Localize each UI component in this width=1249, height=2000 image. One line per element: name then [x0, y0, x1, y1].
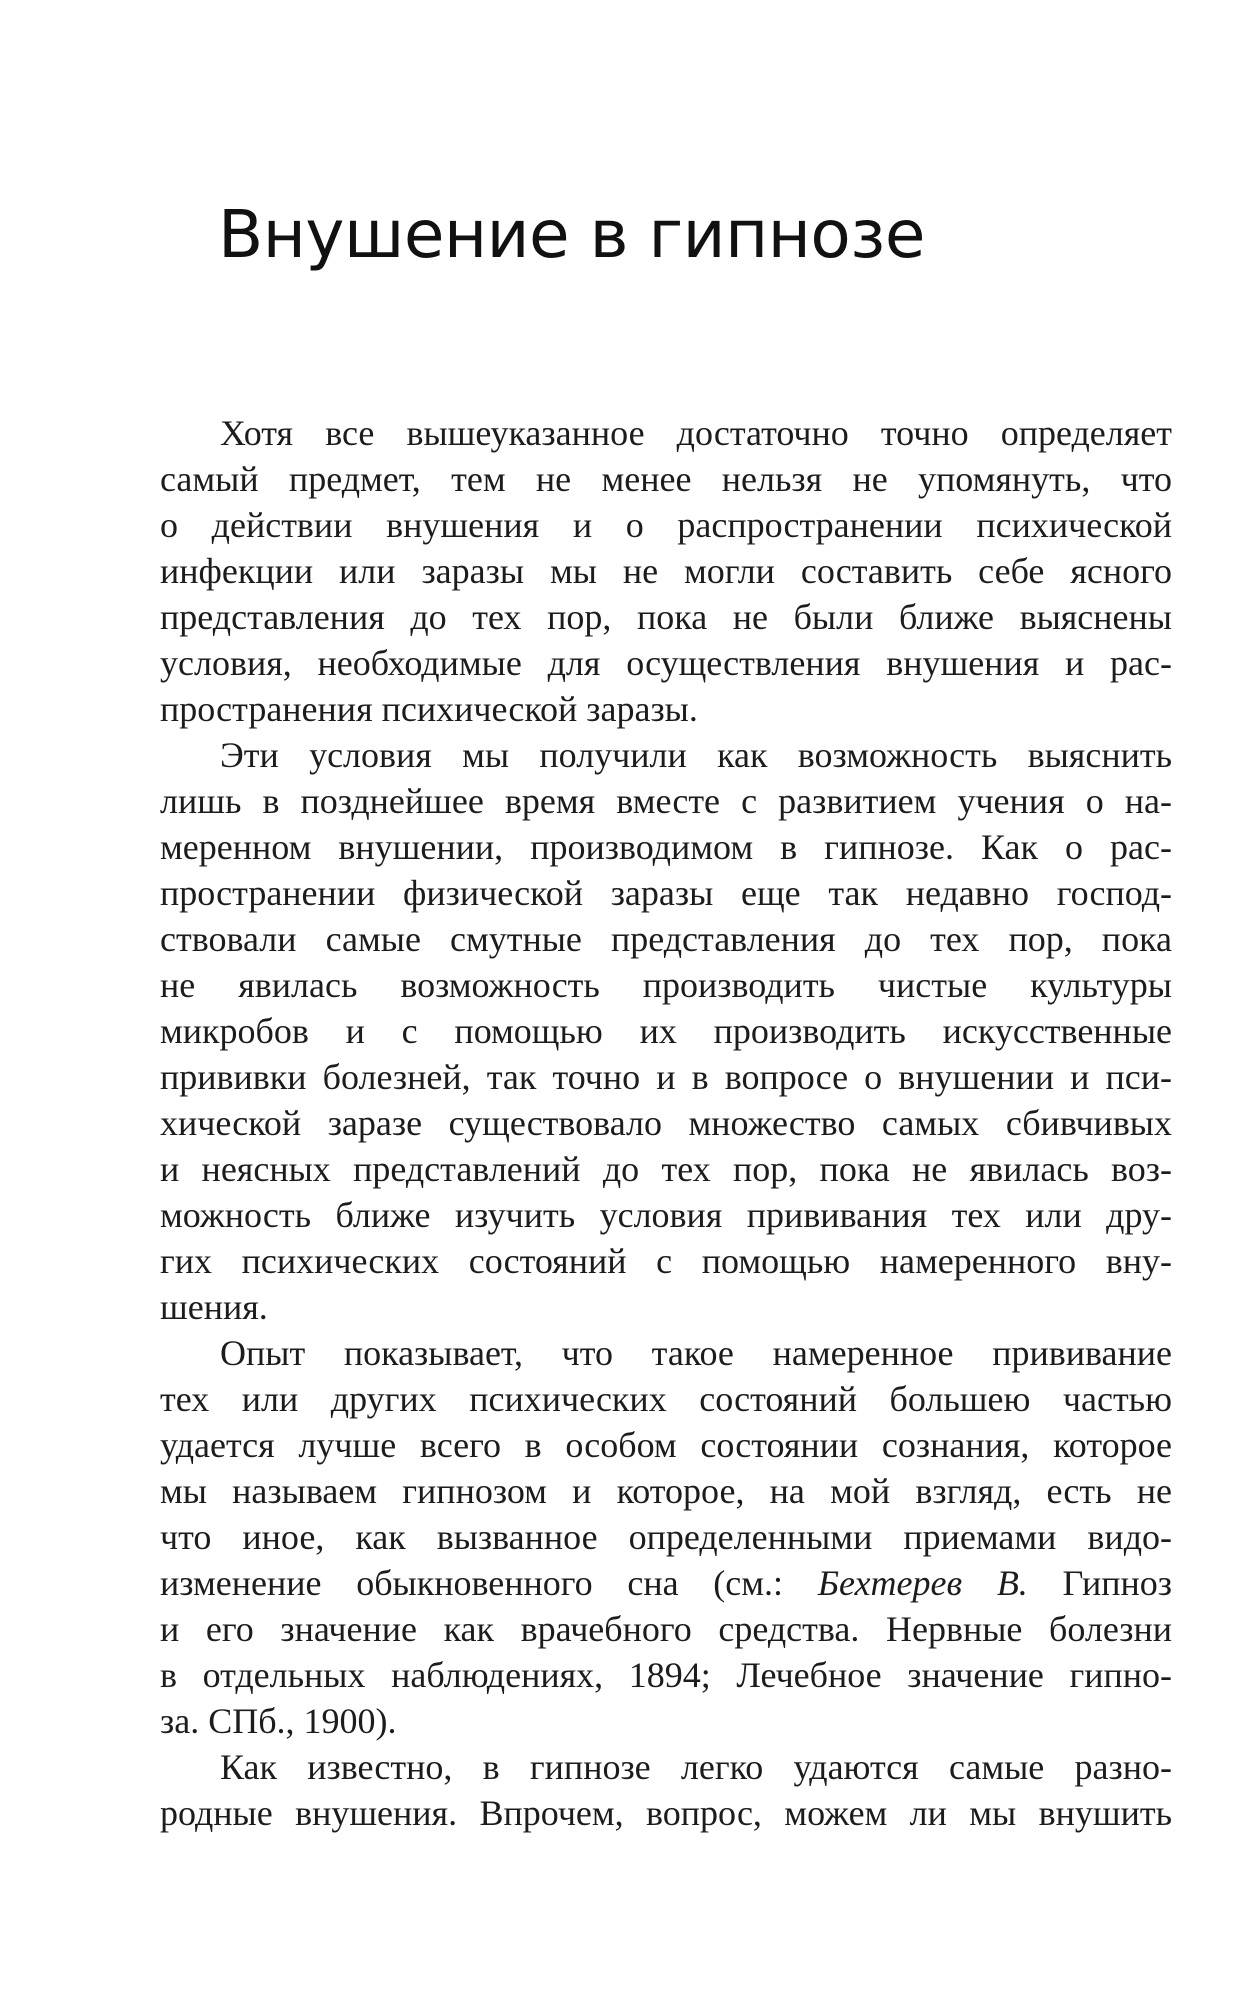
citation-author: Бехтерев В. [817, 1563, 1028, 1603]
text-line: хической заразе существовало множество самых сбивчивых [160, 1103, 1172, 1143]
text-line: самый предмет, тем не менее нельзя не упомянуть, что [160, 459, 1172, 499]
text-line: за. СПб., 1900). [160, 1701, 397, 1741]
text-line: условия, необходимые для осуществления внушения и рас- [160, 643, 1172, 683]
body-text [160, 410, 1172, 1836]
text-line: лишь в позднейшее время вместе с развитием учения о на- [160, 781, 1172, 821]
text-line: можность ближе изучить условия прививания тех или дру- [160, 1195, 1172, 1235]
text-line: меренном внушении, производимом в гипнозе. Как о рас- [160, 827, 1172, 867]
chapter-title: Внушение в гипнозе [218, 196, 925, 273]
text-line: тех или других психических состояний большею частью [160, 1379, 1172, 1419]
text-line: не явилась возможность производить чистые культуры [160, 965, 1172, 1005]
text-line: Хотя все вышеуказанное достаточно точно определяет [220, 413, 1172, 453]
text-line: прививки болезней, так точно и в вопросе о внушении и пси- [160, 1057, 1172, 1097]
text-line: Как известно, в гипнозе легко удаются самые разно- [220, 1747, 1172, 1787]
text-line: микробов и с помощью их производить искусственные [160, 1011, 1172, 1051]
text-fragment: Гипноз [1027, 1563, 1172, 1603]
text-line: и его значение как врачебного средства. Нервные болезни [160, 1609, 1172, 1649]
text-line: удается лучше всего в особом состоянии сознания, которое [160, 1425, 1172, 1465]
text-fragment: изменение обыкновенного сна (см.: [160, 1563, 818, 1603]
text-line: инфекции или заразы мы не могли составить себе ясного [160, 551, 1172, 591]
text-line: в отдельных наблюдениях, 1894; Лечебное значение гипно- [160, 1655, 1172, 1695]
text-line: и неясных представлений до тех пор, пока не явилась воз- [160, 1149, 1172, 1189]
text-line: ствовали самые смутные представления до тех пор, пока [160, 919, 1172, 959]
text-line: пространении физической заразы еще так недавно господ- [160, 873, 1172, 913]
text-line: шения. [160, 1287, 268, 1327]
text-line: что иное, как вызванное определенными приемами видо- [160, 1517, 1172, 1557]
text-line: гих психических состояний с помощью намеренного вну- [160, 1241, 1172, 1281]
text-line: пространения психической заразы. [160, 689, 698, 729]
text-line: о действии внушения и о распространении психической [160, 505, 1172, 545]
text-line: Опыт показывает, что такое намеренное прививание [220, 1333, 1172, 1373]
text-line-with-citation [160, 1560, 1172, 1606]
text-line: Эти условия мы получили как возможность выяснить [220, 735, 1172, 775]
text-line: представления до тех пор, пока не были ближе выяснены [160, 597, 1172, 637]
text-line: мы называем гипнозом и которое, на мой взгляд, есть не [160, 1471, 1172, 1511]
text-line: родные внушения. Впрочем, вопрос, можем ли мы внушить [160, 1793, 1172, 1833]
